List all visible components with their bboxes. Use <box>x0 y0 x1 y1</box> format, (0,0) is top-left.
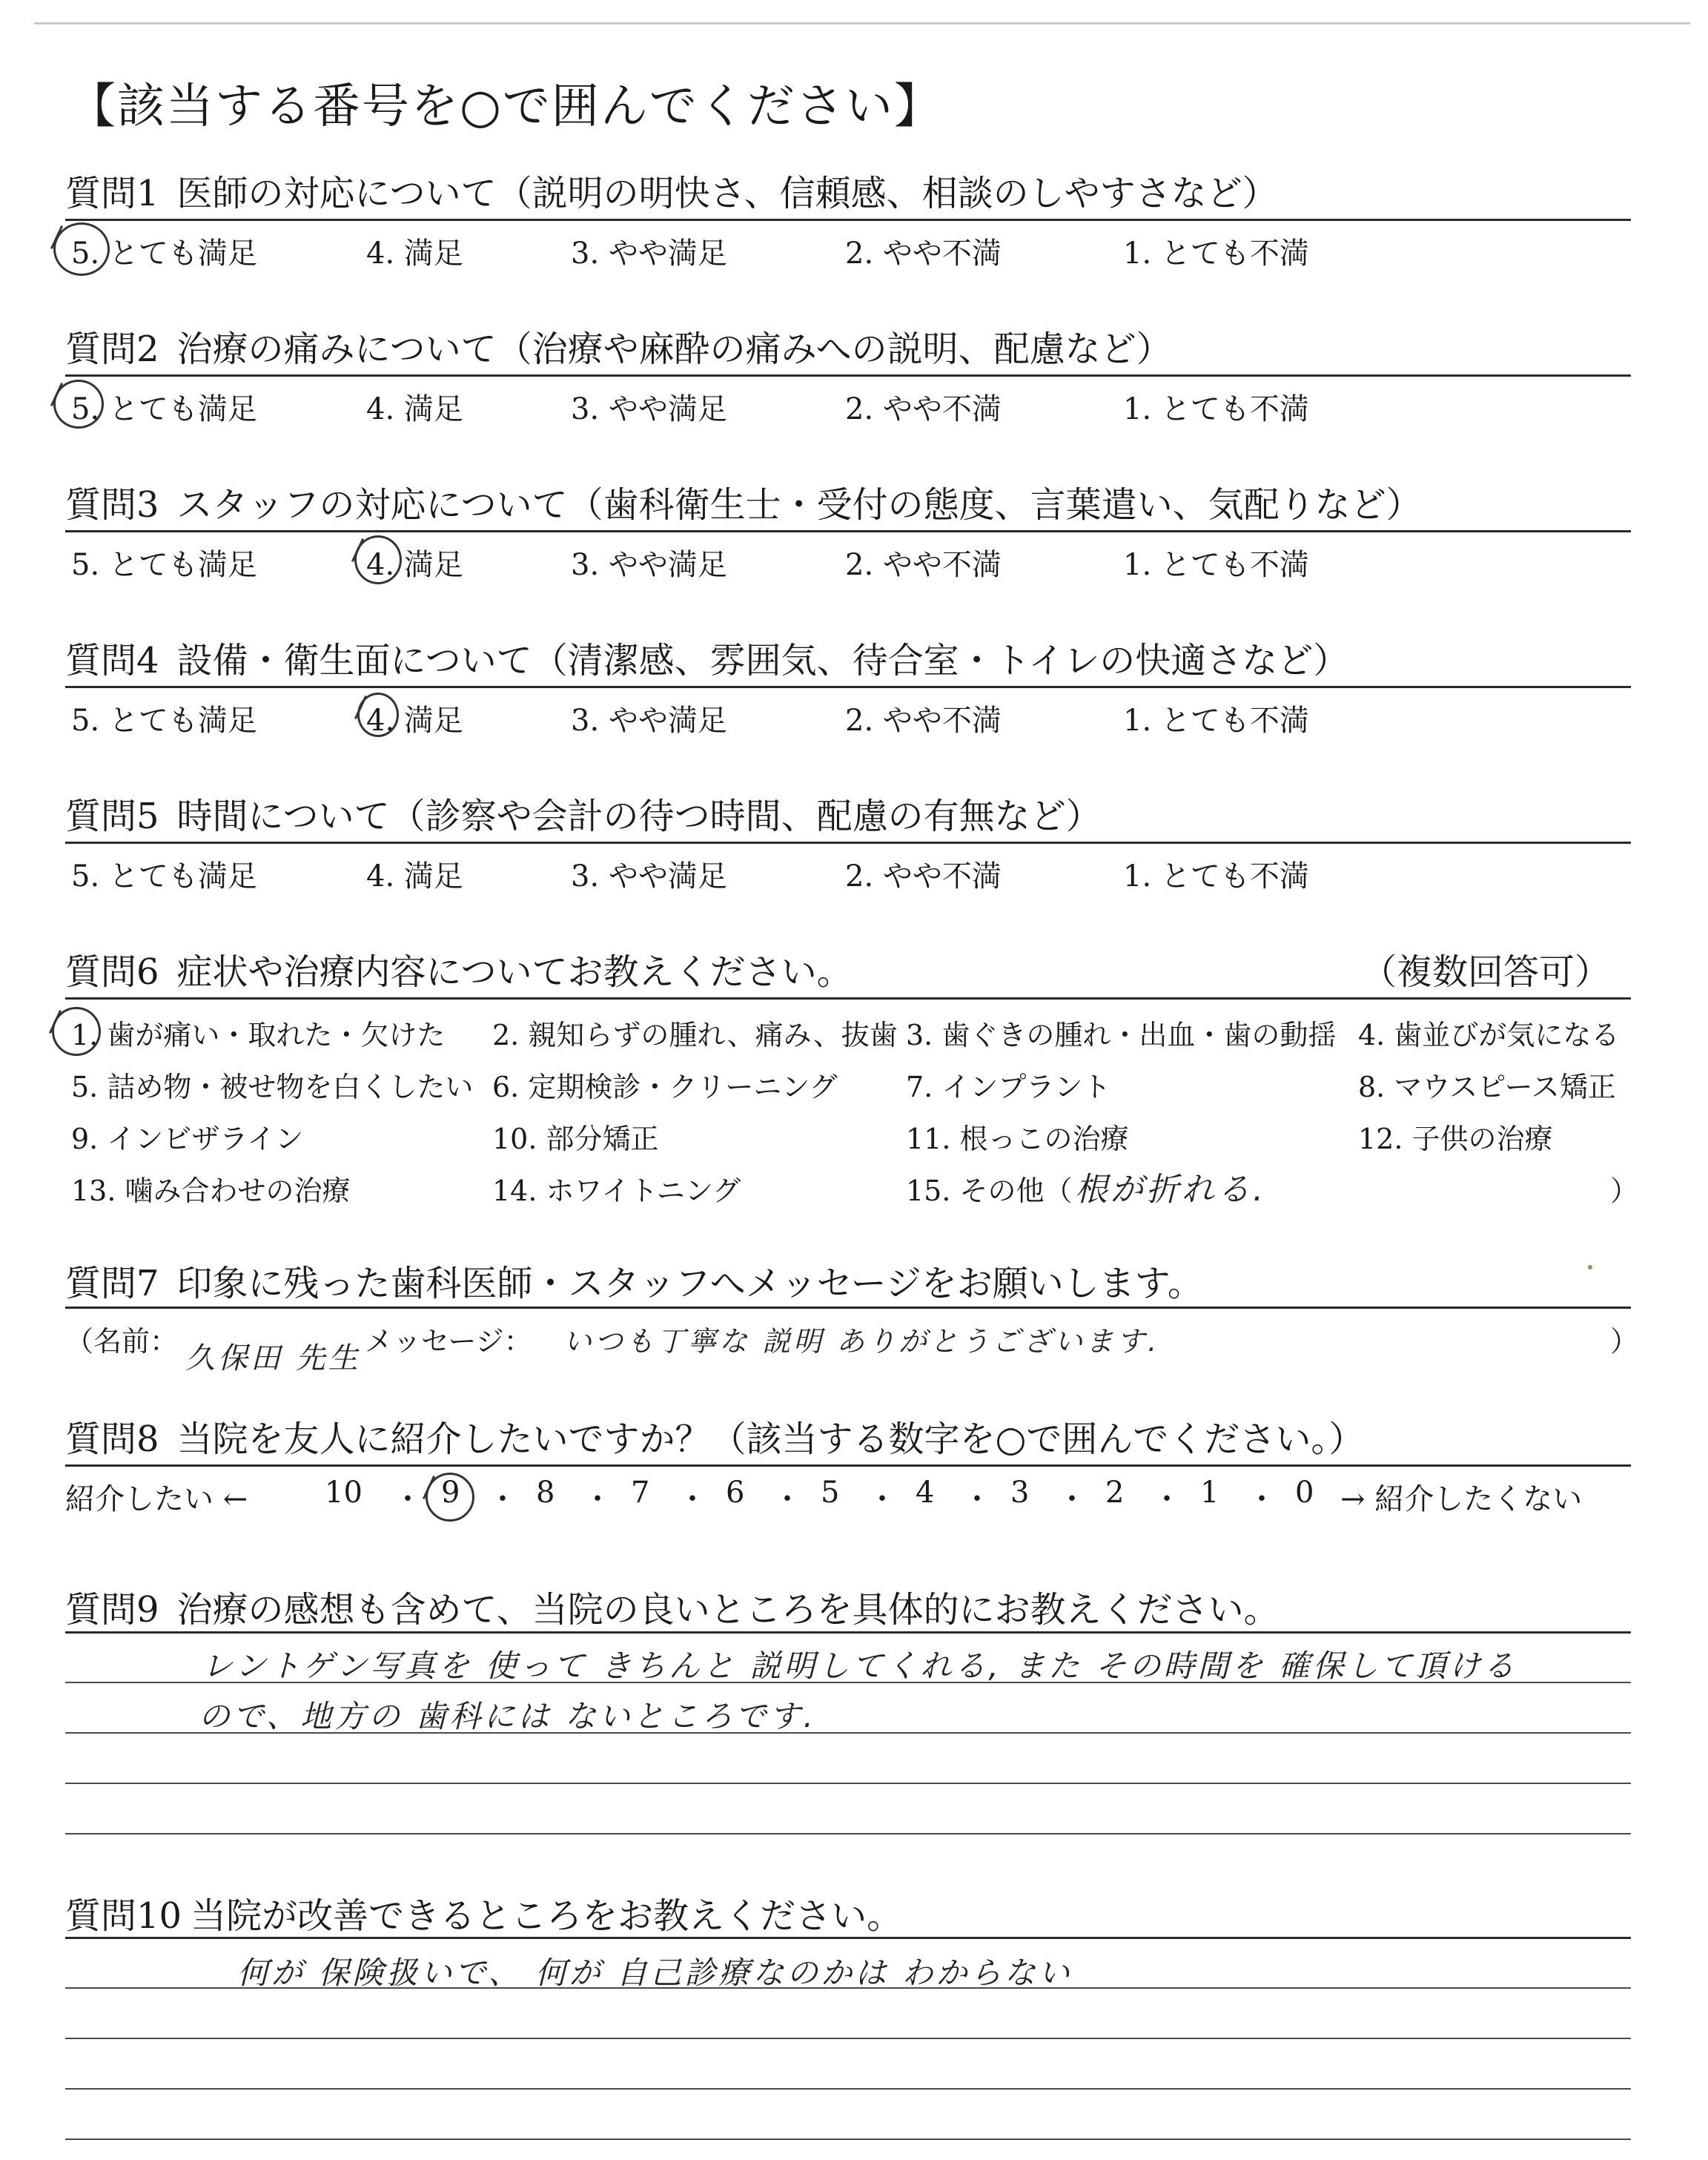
question-3-rule <box>65 530 1631 532</box>
question-5-label: 質問5 <box>65 796 159 837</box>
q6-option-6[interactable]: 6. 定期検診・クリーニング <box>492 1071 838 1103</box>
q3-option-2[interactable]: 2. やや不満 <box>845 548 1002 582</box>
q6-option-7[interactable]: 7. インプラント <box>906 1071 1111 1103</box>
q8-value-3[interactable]: 3 <box>1010 1476 1030 1510</box>
q8-value-2[interactable]: 2 <box>1105 1476 1125 1510</box>
question-5-rule <box>65 842 1631 844</box>
question-2-text: 治療の痛みについて（治療や麻酔の痛みへの説明、配慮など） <box>176 328 1172 370</box>
q2-option-1[interactable]: 1. とても不満 <box>1123 392 1309 426</box>
question-1-rule <box>65 219 1631 221</box>
question-9-label: 質問9 <box>65 1589 159 1631</box>
q8-sep: ・ <box>1152 1482 1182 1516</box>
question-8-rule <box>65 1464 1631 1467</box>
question-2 <box>65 320 1622 371</box>
q5-option-3[interactable]: 3. やや満足 <box>571 859 727 894</box>
question-10-text: 当院が改善できるところをお教えください。 <box>191 1895 903 1937</box>
q6-option-13[interactable]: 13. 噛み合わせの治療 <box>71 1175 351 1207</box>
question-3-label: 質問3 <box>65 484 159 526</box>
q1-option-3[interactable]: 3. やや満足 <box>571 237 727 271</box>
q6-option-10[interactable]: 10. 部分矯正 <box>492 1123 659 1155</box>
q2-option-2[interactable]: 2. やや不満 <box>845 392 1002 426</box>
question-6-rule <box>65 997 1631 1000</box>
q6-other-handwritten: 根が折れる. <box>1075 1171 1266 1209</box>
q6-option-12[interactable]: 12. 子供の治療 <box>1358 1123 1553 1155</box>
q2-option-5[interactable]: 5. とても満足 <box>71 392 257 426</box>
q6-option-1[interactable]: 1. 歯が痛い・取れた・欠けた <box>71 1019 446 1051</box>
q4-option-2[interactable]: 2. やや不満 <box>845 704 1002 738</box>
question-9 <box>65 1581 1622 1632</box>
q3-option-5[interactable]: 5. とても満足 <box>71 548 257 582</box>
q8-sep: ・ <box>962 1482 992 1516</box>
question-5-text: 時間について（診察や会計の待つ時間、配慮の有無など） <box>176 796 1102 837</box>
q6-option-9[interactable]: 9. インビザライン <box>71 1123 304 1155</box>
question-4 <box>65 632 1622 683</box>
q1-option-5[interactable]: 5. とても満足 <box>71 237 257 271</box>
q1-option-2[interactable]: 2. やや不満 <box>845 237 1002 271</box>
q8-value-0[interactable]: 0 <box>1295 1476 1314 1510</box>
q2-option-4[interactable]: 4. 満足 <box>366 392 463 426</box>
question-5 <box>65 787 1622 839</box>
question-4-label: 質問4 <box>65 640 159 681</box>
q3-option-4[interactable]: 4. 満足 <box>366 548 463 582</box>
q7-message-value[interactable]: いつも丁寧な 説明 ありがとうございます. <box>563 1325 1160 1358</box>
q8-sep: ・ <box>1247 1482 1277 1516</box>
question-6-note: （複数回答可） <box>1361 951 1611 993</box>
question-9-rule <box>65 1631 1631 1634</box>
q8-right-label: → 紹介したくない <box>1340 1482 1583 1516</box>
question-7-rule <box>65 1307 1631 1309</box>
q10-answer-line <box>65 2088 1631 2090</box>
q2-option-3[interactable]: 3. やや満足 <box>571 392 727 426</box>
q8-value-6[interactable]: 6 <box>726 1476 745 1510</box>
q4-option-5[interactable]: 5. とても満足 <box>71 704 257 738</box>
q5-option-4[interactable]: 4. 満足 <box>366 859 463 894</box>
q6-other-close-paren: ） <box>1610 1175 1639 1207</box>
question-8-text: 当院を友人に紹介したいですか？（該当する数字を○で囲んでください。） <box>176 1418 1365 1460</box>
q8-value-7[interactable]: 7 <box>631 1476 650 1510</box>
q6-option-14[interactable]: 14. ホワイトニング <box>492 1175 741 1207</box>
q6-option-4[interactable]: 4. 歯並びが気になる <box>1358 1019 1620 1051</box>
q8-selection-circle <box>426 1473 474 1522</box>
question-8-label: 質問8 <box>65 1418 159 1460</box>
question-7-label: 質問7 <box>65 1263 159 1304</box>
q4-option-3[interactable]: 3. やや満足 <box>571 704 727 738</box>
q8-sep: ・ <box>393 1482 423 1516</box>
question-3-text: スタッフの対応について（歯科衛生士・受付の態度、言葉遣い、気配りなど） <box>176 484 1422 526</box>
q10-answer-line-1[interactable]: 何が 保険扱いで、 何が 自己診療なのかは わからない <box>237 1955 1073 1991</box>
q5-option-5[interactable]: 5. とても満足 <box>71 859 257 894</box>
question-9-text: 治療の感想も含めて、当院の良いところを具体的にお教えください。 <box>176 1589 1280 1631</box>
q6-option-2[interactable]: 2. 親知らずの腫れ、痛み、抜歯 <box>492 1019 898 1051</box>
page-title: 【該当する番号を○で囲んでください】 <box>68 79 943 134</box>
question-1-text: 医師の対応について（説明の明快さ、信頼感、相談のしやすさなど） <box>176 173 1278 214</box>
q8-value-1[interactable]: 1 <box>1200 1476 1219 1510</box>
question-1-label: 質問1 <box>65 173 159 214</box>
question-8 <box>65 1410 1622 1462</box>
q8-sep: ・ <box>678 1482 707 1516</box>
question-10-rule <box>65 1937 1631 1939</box>
question-2-label: 質問2 <box>65 328 159 370</box>
q8-sep: ・ <box>1057 1482 1087 1516</box>
q10-answer-line <box>65 2138 1631 2140</box>
q7-name-label: （名前： <box>65 1325 179 1358</box>
q10-answer-line <box>65 2038 1631 2039</box>
q8-value-8[interactable]: 8 <box>536 1476 555 1510</box>
q6-selection-circle <box>52 1007 101 1056</box>
q6-option-5[interactable]: 5. 詰め物・被せ物を白くしたい <box>71 1071 474 1103</box>
question-6-text: 症状や治療内容についてお教えください。 <box>176 951 853 993</box>
q8-value-10[interactable]: 10 <box>325 1476 363 1510</box>
q7-close-paren: ） <box>1610 1325 1639 1358</box>
q4-selection-circle <box>357 693 399 737</box>
q3-option-3[interactable]: 3. やや満足 <box>571 548 727 582</box>
q1-option-1[interactable]: 1. とても不満 <box>1123 237 1309 271</box>
q6-option-15[interactable]: 15. その他（ <box>906 1175 1073 1207</box>
question-2-rule <box>65 374 1631 377</box>
q6-option-11[interactable]: 11. 根っこの治療 <box>906 1123 1129 1155</box>
q1-selection-circle <box>53 222 110 276</box>
q4-option-1[interactable]: 1. とても不満 <box>1123 704 1309 738</box>
q6-option-3[interactable]: 3. 歯ぐきの腫れ・出血・歯の動揺 <box>906 1019 1337 1051</box>
q8-value-5[interactable]: 5 <box>821 1476 840 1510</box>
q8-sep: ・ <box>488 1482 517 1516</box>
q7-name-value[interactable]: 久保田 先生 <box>185 1341 361 1375</box>
q2-selection-circle <box>53 380 104 429</box>
q3-selection-circle <box>354 535 402 584</box>
question-7 <box>65 1255 1622 1306</box>
question-10-label: 質問10 <box>65 1895 182 1937</box>
q8-left-label: 紹介したい ← <box>65 1482 248 1516</box>
q4-option-4[interactable]: 4. 満足 <box>366 704 463 738</box>
q7-message-label: メッセージ： <box>365 1325 532 1358</box>
q8-value-4[interactable]: 4 <box>916 1476 935 1510</box>
question-10 <box>65 1887 1622 1938</box>
question-6-label: 質問6 <box>65 951 159 993</box>
question-4-rule <box>65 686 1631 688</box>
q9-answer-line <box>65 1783 1631 1784</box>
q3-option-1[interactable]: 1. とても不満 <box>1123 548 1309 582</box>
question-3 <box>65 476 1622 527</box>
q9-answer-line <box>65 1833 1631 1834</box>
question-7-text: 印象に残った歯科医師・スタッフへメッセージをお願いします。 <box>176 1263 1203 1304</box>
q8-sep: ・ <box>772 1482 802 1516</box>
q5-option-2[interactable]: 2. やや不満 <box>845 859 1002 894</box>
q9-answer-line-1[interactable]: レントゲン写真を 使って きちんと 説明してくれる, また その時間を 確保して頂ける <box>202 1648 1517 1684</box>
q1-option-4[interactable]: 4. 満足 <box>366 237 463 271</box>
question-4-text: 設備・衛生面について（清潔感、雰囲気、待合室・トイレの快適さなど） <box>176 640 1349 681</box>
scan-edge-line <box>34 22 1690 24</box>
question-1 <box>65 165 1622 216</box>
q6-option-8[interactable]: 8. マウスピース矯正 <box>1358 1071 1616 1103</box>
q8-sep: ・ <box>583 1482 612 1516</box>
q5-option-1[interactable]: 1. とても不満 <box>1123 859 1309 894</box>
q8-value-9[interactable]: 9 <box>441 1476 460 1510</box>
q8-sep: ・ <box>867 1482 897 1516</box>
q9-answer-line-2[interactable]: ので、地方の 歯科には ないところです. <box>199 1698 816 1734</box>
